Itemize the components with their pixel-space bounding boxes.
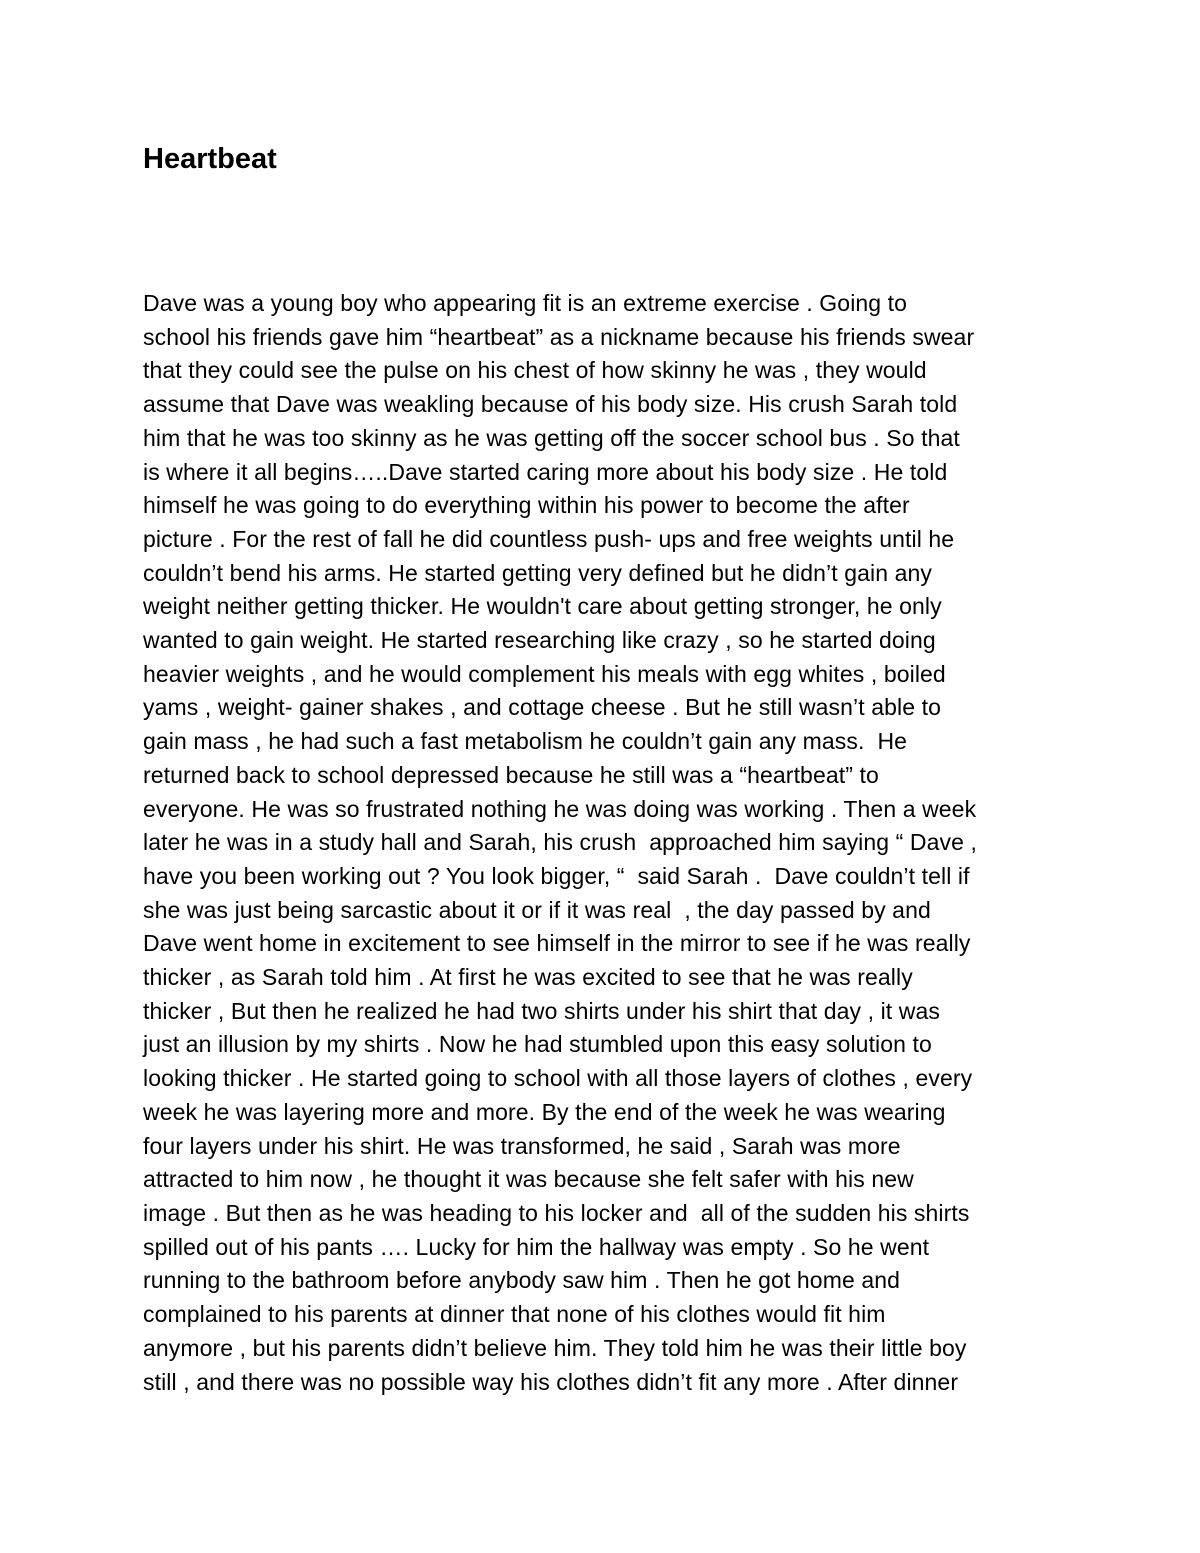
body-line: returned back to school depressed because he still was a “heartbeat” to	[143, 761, 879, 788]
body-line: himself he was going to do everything within his power to become the after	[143, 492, 910, 519]
document-body	[143, 287, 1083, 1399]
body-line: heavier weights , and he would complement his meals with egg whites , boiled	[143, 660, 946, 687]
body-line: week he was layering more and more. By the end of the week he was wearing	[143, 1098, 946, 1125]
body-line: spilled out of his pants …. Lucky for him the hallway was empty . So he went	[143, 1233, 930, 1260]
body-line: complained to his parents at dinner that none of his clothes would fit him	[143, 1301, 886, 1328]
body-line: attracted to him now , he thought it was because she felt safer with his new	[143, 1166, 914, 1193]
body-line: running to the bathroom before anybody saw him . Then he got home and	[143, 1267, 901, 1294]
body-line: Dave went home in excitement to see himself in the mirror to see if he was really	[143, 930, 971, 957]
body-line: thicker , as Sarah told him . At first he was excited to see that he was really	[143, 964, 913, 991]
body-line: Dave was a young boy who appearing fit is an extreme exercise . Going to	[143, 290, 908, 316]
body-line: anymore , but his parents didn’t believe him. They told him he was their little boy	[143, 1334, 967, 1361]
body-line: later he was in a study hall and Sarah, his crush approached him saying “ Dave ,	[143, 829, 977, 856]
body-line: weight neither getting thicker. He wouldn't care about getting stronger, he only	[143, 593, 942, 620]
body-line: wanted to gain weight. He started researching like crazy , so he started doing	[143, 627, 936, 654]
body-line: everyone. He was so frustrated nothing he was doing was working . Then a week	[143, 795, 977, 822]
body-line: picture . For the rest of fall he did countless push- ups and free weights until he	[143, 525, 955, 552]
body-line: couldn’t bend his arms. He started getting very defined but he didn’t gain any	[143, 559, 933, 586]
body-line: him that he was too skinny as he was getting off the soccer school bus . So that	[143, 424, 960, 451]
body-line: assume that Dave was weakling because of his body size. His crush Sarah told	[143, 391, 958, 418]
body-line: is where it all begins…..Dave started caring more about his body size . He told	[143, 458, 948, 485]
document-title: Heartbeat	[143, 143, 277, 175]
body-line: image . But then as he was heading to his locker and all of the sudden his shirts	[143, 1199, 970, 1226]
body-line: looking thicker . He started going to school with all those layers of clothes , every	[143, 1065, 973, 1092]
body-line: have you been working out ? You look bigger, “ said Sarah . Dave couldn’t tell if	[143, 862, 970, 889]
body-line: yams , weight- gainer shakes , and cottage cheese . But he still wasn’t able to	[143, 694, 941, 721]
body-line: she was just being sarcastic about it or if it was real , the day passed by and	[143, 896, 931, 923]
body-line: just an illusion by my shirts . Now he had stumbled upon this easy solution to	[143, 1031, 932, 1058]
body-line: school his friends gave him “heartbeat” as a nickname because his friends swear	[143, 323, 975, 350]
body-line: still , and there was no possible way his clothes didn’t fit any more . After dinner	[143, 1368, 959, 1395]
body-line: thicker , But then he realized he had two shirts under his shirt that day , it was	[143, 997, 940, 1024]
body-line: four layers under his shirt. He was transformed, he said , Sarah was more	[143, 1132, 901, 1159]
body-line: that they could see the pulse on his chest of how skinny he was , they would	[143, 357, 927, 384]
body-line: gain mass , he had such a fast metabolism he couldn’t gain any mass. He	[143, 728, 908, 755]
